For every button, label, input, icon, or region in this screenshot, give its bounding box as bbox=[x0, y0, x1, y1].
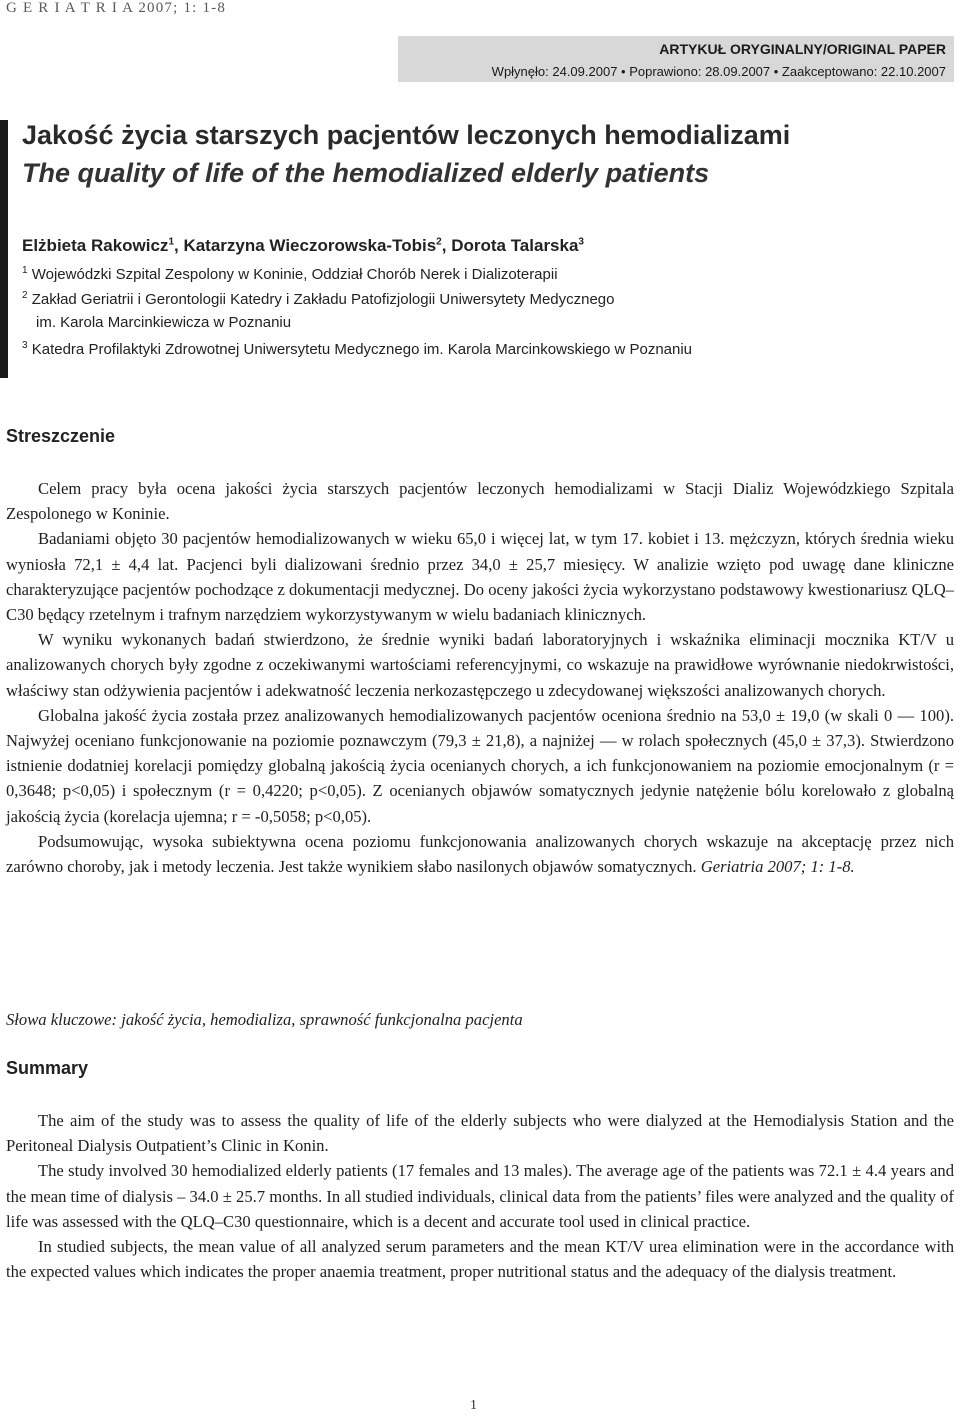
page-number: 1 bbox=[470, 1398, 477, 1413]
affiliation-text: im. Karola Marcinkiewicza w Poznaniu bbox=[36, 314, 292, 331]
author-affiliation-marker: 1 bbox=[168, 236, 174, 248]
affiliation bbox=[22, 290, 615, 308]
affiliation bbox=[22, 265, 558, 283]
summary-paragraph: In studied subjects, the mean value of all analyzed serum parameters and the mean KT/V urea elimination were in the accordance with the expected values which indicates the proper anaemia treatment, proper nutritional status and the adequacy of the dialysis treatment. bbox=[6, 1237, 954, 1282]
affiliation-text: Katedra Profilaktyki Zdrowotnej Uniwersytetu Medycznego im. Karola Marcinkowskiego w Poznaniu bbox=[31, 341, 693, 358]
author-affiliation-marker: 2 bbox=[436, 236, 442, 248]
abstract-paragraph bbox=[6, 829, 954, 879]
author-name: Katarzyna Wieczorowska-Tobis bbox=[183, 236, 437, 255]
affiliation-marker: 2 bbox=[22, 290, 28, 301]
affiliation bbox=[22, 340, 692, 358]
authors: Elżbieta Rakowicz$^1$, Katarzyna Wieczorowska-Tobis$^2$, Dorota Talarska$^3$ bbox=[22, 236, 584, 255]
summary-paragraph: The aim of the study was to assess the quality of life of the elderly subjects who were dialyzed at the Hemodialysis Station and the Peritoneal Dialysis Outpatient’s Clinic in Konin. bbox=[6, 1111, 954, 1156]
abstract-paragraph: Globalna jakość życia została przez analizowanych hemodializowanych pacjentów oceniona średnio na 53,0 ± 19,0 (w skali 0 — 100). Najwyżej oceniano funkcjonowanie na poziomie poznawczym (79,3 ± 21,8), a najniżej — w rolach społecznych (45,0 ± 37,3). Stwierdzono istnienie dodatniej korelacji pomiędzy globalną jakością życia ocenianych chorych, a ich funkcjonowaniem na poziomie emocjonalnym (r = 0,3648; p<0,05) i społecznym (r = 0,4220; p<0,05). Z ocenianych objawów somatycznych jedynie natężenie bólu korelowało z globalną jakością życia (korelacja ujemna; r = -0,5058; p<0,05). bbox=[6, 705, 954, 826]
keywords: Słowa kluczowe: jakość życia, hemodializa, sprawność funkcjonalna pacjenta bbox=[6, 1010, 523, 1029]
abstract-paragraph: Badaniami objęto 30 pacjentów hemodializowanych w wieku 65,0 i więcej lat, w tym 17. kobiet i 13. mężczyzn, których średnia wieku wyniosła 72,1 ± 4,4 lat. Pacjenci byli dializowani średnio przez 34,0 ± 25,7 miesięcy. W analizie wzięto pod uwagę dane kliniczne charakteryzujące pacjentów pochodzące z dokumentacji medycznej. Do oceny jakości życia wykorzystano podstawowy kwestionariusz QLQ–C30 będący rzetelnym i trafnym narzędziem wykorzystywanym w wielu badaniach klinicznych. bbox=[6, 529, 954, 625]
title-accent-bar bbox=[0, 120, 8, 378]
citation: Geriatria 2007; 1: 1-8. bbox=[700, 857, 855, 877]
title-english: The quality of life of the hemodialized elderly patients bbox=[22, 158, 710, 188]
article-type: ARTYKUŁ ORYGINALNY/ORIGINAL PAPER bbox=[659, 41, 946, 57]
author-name: Elżbieta Rakowicz bbox=[22, 236, 169, 255]
summary-paragraph: The study involved 30 hemodialized elderly patients (17 females and 13 males). The average age of the patients was 72.1 ± 4.4 years and the mean time of dialysis – 34.0 ± 25.7 months. In all studied individuals, clinical data from the patients’ files were analyzed and the quality of life was assessed with the QLQ–C30 questionnaire, which is a decent and accurate tool used in clinical practice. bbox=[6, 1161, 954, 1231]
affiliation-marker: 3 bbox=[22, 340, 28, 351]
streszczenie-heading: Streszczenie bbox=[6, 426, 116, 446]
title-polish: Jakość życia starszych pacjentów leczonych hemodializami bbox=[22, 120, 791, 150]
affiliation-text: Wojewódzki Szpital Zespolony w Koninie, Oddział Chorób Nerek i Dializoterapii bbox=[31, 266, 558, 283]
summary-heading: Summary bbox=[6, 1058, 89, 1078]
affiliation-continuation bbox=[36, 314, 291, 331]
streszczenie-body bbox=[6, 476, 954, 879]
article-header-box bbox=[398, 36, 954, 82]
journal-reference: G E R I A T R I A 2007; 1: 1-8 bbox=[6, 0, 227, 16]
affiliation-marker: 1 bbox=[22, 265, 28, 276]
abstract-paragraph-text: Podsumowując, wysoka subiektywna ocena poziomu funkcjonowania analizowanych chorych wskazuje na akceptację przez nich zarówno choroby, jak i metody leczenia. Jest także wynikiem słabo nasilonych objawów somatycznych. bbox=[6, 831, 954, 877]
abstract-paragraph: W wyniku wykonanych badań stwierdzono, że średnie wyniki badań laboratoryjnych i wskaźnika eliminacji mocznika KT/V u analizowanych chorych były zgodne z oczekiwanymi wartościami referencyjnymi, co wskazuje na prawidłowe wyrównanie niedokrwistości, właściwy stan odżywienia pacjentów i adekwatność leczenia nerkozastępczego u zdecydowanej większości analizowanych chorych. bbox=[6, 630, 954, 700]
affiliation-text: Zakład Geriatrii i Gerontologii Katedry i Zakładu Patofizjologii Uniwersytety Medycznego bbox=[31, 291, 615, 308]
author-affiliation-marker: 3 bbox=[578, 236, 584, 248]
article-dates: Wpłynęło: 24.09.2007 • Poprawiono: 28.09.2007 • Zaakceptowano: 22.10.2007 bbox=[491, 64, 946, 79]
summary-body bbox=[6, 1108, 954, 1284]
author-name: Dorota Talarska bbox=[451, 236, 579, 255]
abstract-paragraph: Celem pracy była ocena jakości życia starszych pacjentów leczonych hemodializami w Stacji Dializ Wojewódzkiego Szpitala Zespolonego w Koninie. bbox=[6, 479, 954, 524]
